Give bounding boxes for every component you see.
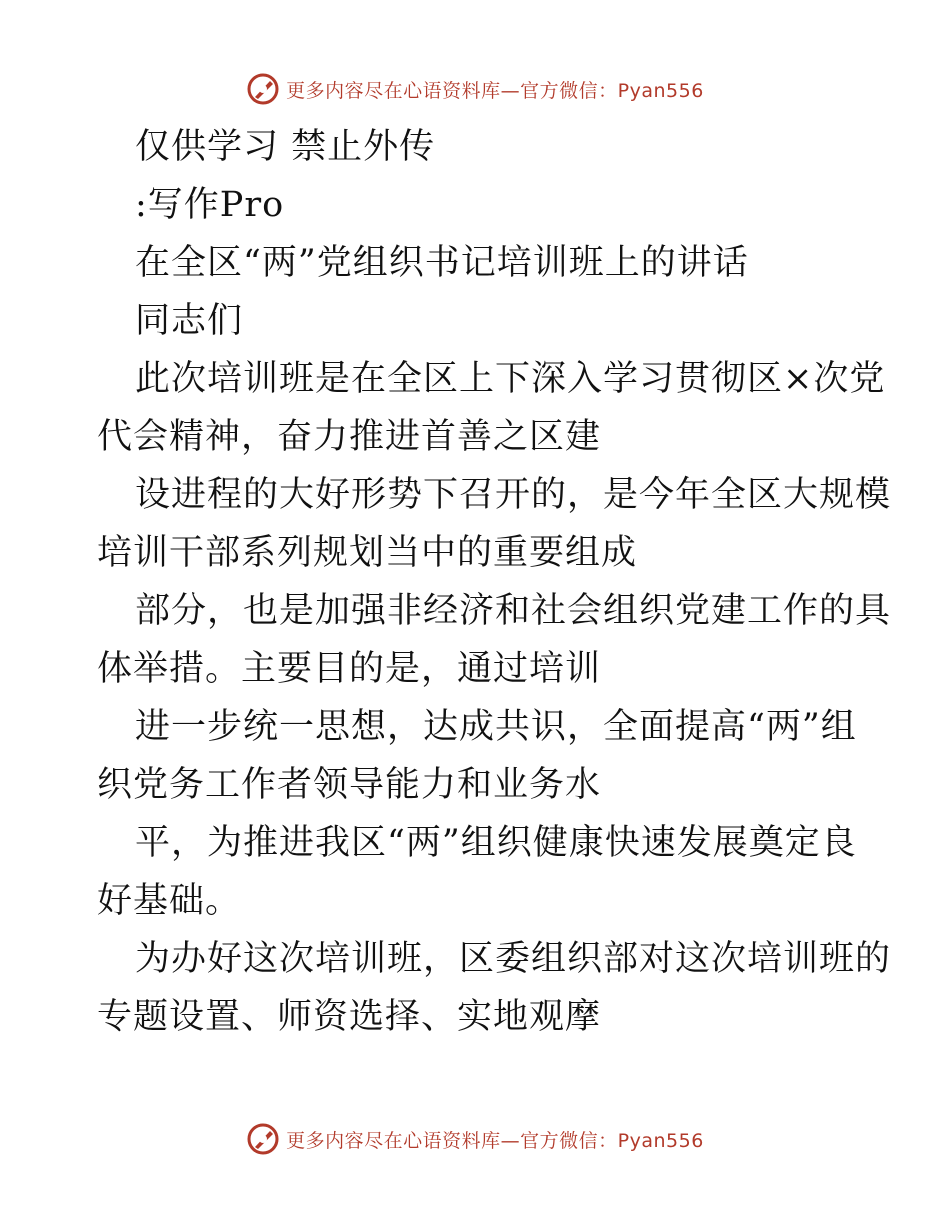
text-line: 代会精神，奋力推进首善之区建 bbox=[97, 417, 602, 457]
text-line: 培训干部系列规划当中的重要组成 bbox=[97, 533, 638, 573]
text-line: 好基础。 bbox=[97, 881, 242, 921]
text-line: 设进程的大好形势下召开的，是今年全区大规模 bbox=[135, 475, 892, 515]
text-line: 仅供学习 禁止外传 bbox=[135, 127, 436, 167]
text-line: 平，为推进我区“两”组织健康快速发展奠定良 bbox=[135, 823, 857, 863]
text-line: :写作Pro bbox=[135, 185, 285, 225]
text-line: 进一步统一思想，达成共识，全面提高“两”组 bbox=[135, 707, 857, 747]
text-line: 此次培训班是在全区上下深入学习贯彻区×次党 bbox=[135, 359, 886, 399]
text-line: 为办好这次培训班，区委组织部对这次培训班的 bbox=[135, 939, 892, 979]
document-body bbox=[97, 118, 892, 1046]
speech-title: 在全区“两”党组织书记培训班上的讲话 bbox=[135, 243, 749, 283]
text-line: 部分，也是加强非经济和社会组织党建工作的具 bbox=[135, 591, 892, 631]
text-line: 专题设置、师资选择、实地观摩 bbox=[97, 997, 602, 1037]
banner-text: 更多内容尽在心语资料库—官方微信：Pyan556 bbox=[286, 1129, 704, 1152]
page-footer-banner bbox=[0, 1122, 950, 1156]
text-line: 织党务工作者领导能力和业务水 bbox=[97, 765, 602, 805]
quill-seal-icon bbox=[246, 72, 280, 106]
banner-text: 更多内容尽在心语资料库—官方微信：Pyan556 bbox=[286, 79, 704, 102]
text-line: 体举措。主要目的是，通过培训 bbox=[97, 649, 602, 689]
page-header-banner bbox=[0, 72, 950, 106]
salutation: 同志们 bbox=[135, 301, 244, 341]
quill-seal-icon bbox=[246, 1122, 280, 1156]
